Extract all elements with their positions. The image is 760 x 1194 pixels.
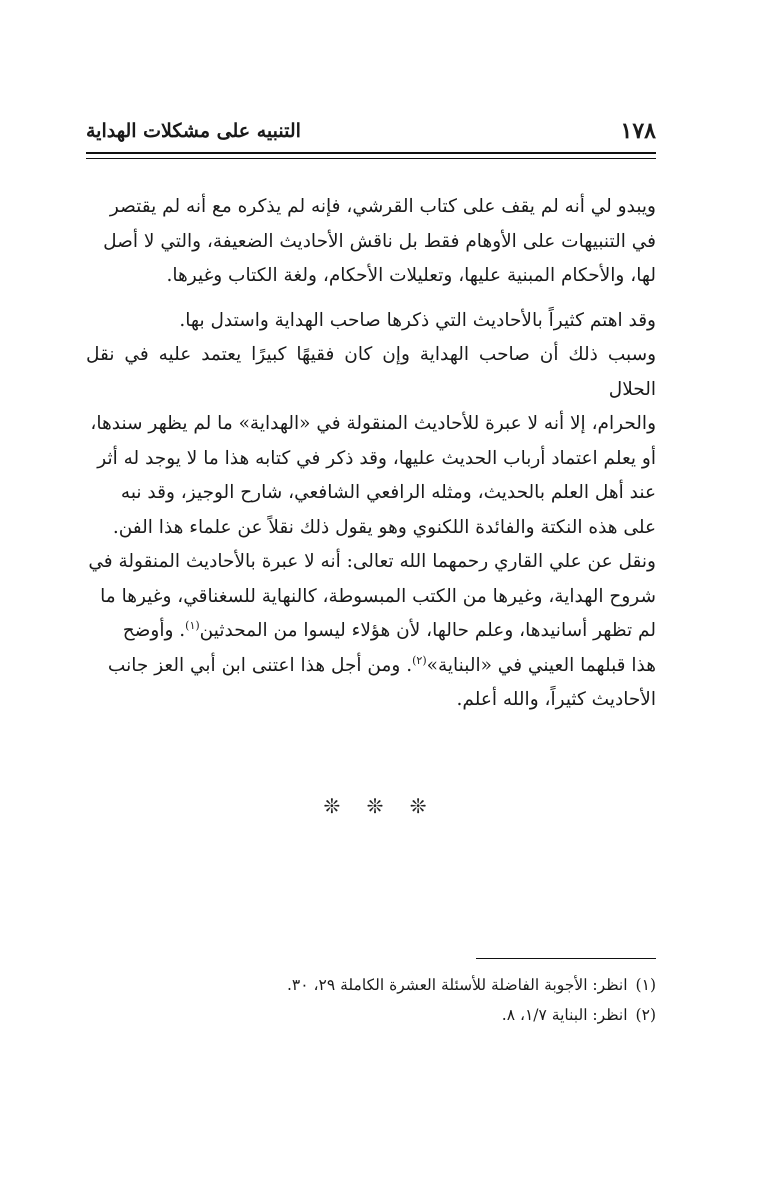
text-line: أو يعلم اعتماد أرباب الحديث عليها، وقد ذكر في كتابه هذا ما لا يوجد له أثر [97, 447, 656, 469]
line-text: لم تظهر أسانيدها، وعلم حالها، لأن هؤلاء ليسوا من المحدثين [199, 620, 656, 641]
line-text: . ومن أجل هذا اعتنى ابن أبي العز جانب [107, 654, 413, 676]
footnote-2 [86, 1000, 656, 1030]
footnote-1 [86, 970, 656, 1000]
paragraph-2 [86, 304, 656, 718]
text-line: في التنبيهات على الأوهام فقط بل ناقش الأحاديث الضعيفة، والتي لا أصل [103, 230, 656, 252]
text-line: والحرام، إلا أنه لا عبرة للأحاديث المنقولة في «الهداية» ما لم يظهر سندها، [90, 413, 656, 434]
line-text: . وأوضح [122, 620, 186, 641]
text-line: وقد اهتم كثيراً بالأحاديث التي ذكرها صاحب الهداية واستدل بها. [179, 309, 656, 331]
footnote-text: انظر: الأجوبة الفاضلة للأسئلة العشرة الكاملة ٢٩، ٣٠. [286, 976, 628, 994]
paragraph-1 [86, 190, 656, 294]
text-line: شروح الهداية، وغيرها من الكتب المبسوطة، كالنهاية للسغناقي، وغيرها ما [100, 585, 656, 607]
running-title: التنبيه على مشكلات الهداية [86, 120, 301, 142]
text-line [86, 614, 656, 649]
page-number: ١٧٨ [620, 118, 656, 144]
header-rule-thin [86, 158, 656, 159]
text-line: الأحاديث كثيراً، والله أعلم. [456, 689, 656, 710]
footnote-text: انظر: البناية ١/٧، ٨. [501, 1006, 628, 1024]
footnote-mark: (٢) [635, 1006, 656, 1024]
text-line: ونقل عن علي القاري رحمهما الله تعالى: أنه لا عبرة بالأحاديث المنقولة في [88, 551, 656, 572]
footnote-ref-1[interactable]: (١) [185, 618, 200, 632]
text-line: لها، والأحكام المبنية عليها، وتعليلات الأحكام، ولغة الكتاب وغيرها. [166, 265, 656, 286]
text-line: ويبدو لي أنه لم يقف على كتاب القرشي، فإنه لم يذكره مع أنه لم يقتصر [109, 196, 656, 217]
text-line: وسبب ذلك أن صاحب الهداية وإن كان فقيهًا كبيرًا يعتمد عليه في نقل الحلال [86, 344, 656, 400]
footnotes [86, 970, 656, 1030]
line-text: هذا قبلهما العيني في «البناية» [426, 654, 656, 676]
footnote-rule [476, 958, 656, 959]
text-line: عند أهل العلم بالحديث، ومثله الرافعي الشافعي، شارح الوجيز، وقد نبه [120, 482, 656, 503]
header-rule-thick [86, 152, 656, 154]
footnote-mark: (١) [635, 976, 656, 994]
section-separator: ❊ ❊ ❊ [323, 794, 437, 818]
footnote-ref-2[interactable]: (٢) [412, 653, 427, 667]
body-text [86, 190, 656, 718]
text-line [86, 649, 656, 684]
page-header [86, 112, 656, 148]
text-line: على هذه النكتة والفائدة اللكنوي وهو يقول ذلك نقلاً عن علماء هذا الفن. [112, 516, 656, 538]
